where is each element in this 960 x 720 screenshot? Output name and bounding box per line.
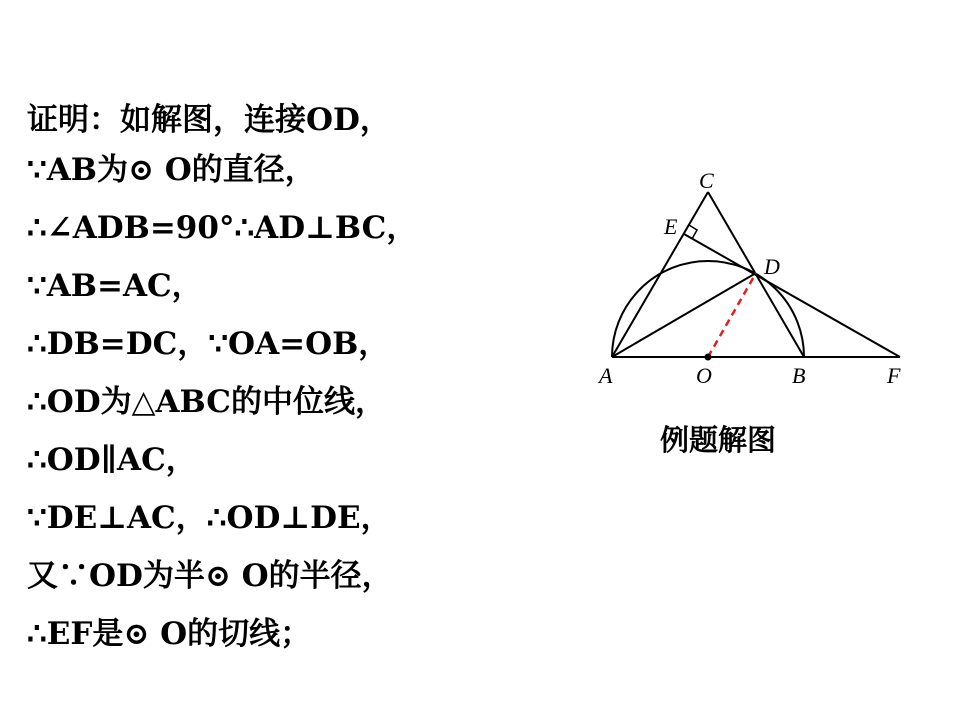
label-f: F	[887, 363, 901, 388]
label-e: E	[664, 214, 678, 239]
figure-caption: 例题解图	[660, 423, 777, 457]
proof-line-5: ∴DB=DC，∵OA=OB，	[27, 326, 390, 362]
label-b: B	[792, 363, 806, 388]
proof-line-9: 又∵OD为半⊙ O的半径，	[27, 558, 393, 594]
proof-line-4: ∵AB=AC，	[27, 268, 203, 304]
label-a: A	[599, 363, 613, 388]
proof-line-7: ∴OD∥AC，	[27, 442, 197, 478]
line-ad	[612, 273, 756, 357]
label-o: O	[696, 363, 712, 388]
label-d: D	[764, 254, 780, 279]
proof-line-6: ∴OD为△ABC的中位线，	[27, 384, 386, 420]
proof-line-10: ∴EF是⊙ O的切线；	[27, 616, 312, 652]
proof-line-8: ∵DE⊥AC，∴OD⊥DE，	[27, 500, 392, 536]
line-od-dashed	[708, 273, 756, 357]
line-ac	[612, 192, 708, 357]
geometry-figure	[590, 160, 930, 400]
label-c: C	[699, 168, 714, 193]
proof-line-2: ∵AB为⊙ O的直径，	[27, 152, 316, 188]
point-o	[705, 354, 712, 361]
proof-line-3: ∴∠ADB=90°∴AD⊥BC，	[27, 210, 418, 246]
proof-line-1: 证明：如解图，连接OD，	[27, 102, 391, 138]
